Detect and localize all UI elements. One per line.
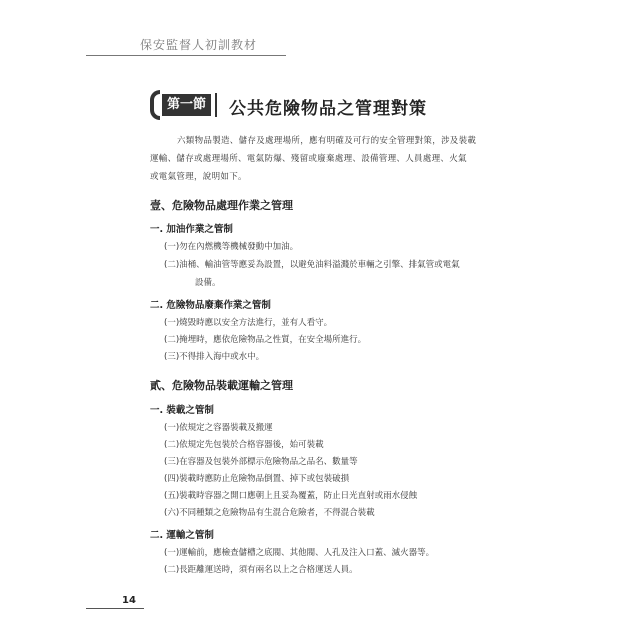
list-item: (一)依規定之容器裝載及搬運 xyxy=(164,423,273,433)
intro-line: 或電氣管理，說明如下。 xyxy=(150,172,247,182)
footer-rule xyxy=(86,608,144,609)
list-item: (五)裝載時容器之開口應朝上且妥為覆蓋，防止日光直射或雨水侵蝕 xyxy=(164,491,418,501)
header-rule xyxy=(86,55,286,56)
list-item-continuation: 設備。 xyxy=(195,278,221,288)
part2-sub1-heading: 一. 裝載之管制 xyxy=(150,405,214,416)
list-item: (二)長距離運送時，須有兩名以上之合格運送人員。 xyxy=(164,565,358,575)
section-title: 公共危險物品之管理對策 xyxy=(229,99,427,119)
section-number: 第一節 xyxy=(162,94,211,116)
part1-sub1-heading: 一. 加油作業之管制 xyxy=(150,224,233,235)
list-item: (四)裝載時應防止危險物品倒置、掉下或包裝破損 xyxy=(164,474,350,484)
tab-divider xyxy=(215,93,217,117)
part2-sub2-heading: 二. 運輸之管制 xyxy=(150,530,214,541)
section-tab xyxy=(150,90,217,120)
part2-heading: 貳、危險物品裝載運輸之管理 xyxy=(150,379,293,392)
list-item: (一)勿在內燃機等機械發動中加油。 xyxy=(164,242,299,252)
part1-heading: 壹、危險物品處理作業之管理 xyxy=(150,199,293,212)
intro-line: 六類物品製造、儲存及處理場所，應有明確及可行的安全管理對策，涉及裝載 xyxy=(177,136,477,146)
list-item: (二)油桶、輸油管等應妥為設置，以避免油料溢濺於車輛之引擎、排氣管或電氣 xyxy=(164,260,460,270)
list-item: (六)不同種類之危險物品有生混合危險者，不得混合裝載 xyxy=(164,508,375,518)
list-item: (二)依規定先包裝於合格容器後，始可裝載 xyxy=(164,440,324,450)
book-title: 保安監督人初訓教材 xyxy=(140,38,258,52)
list-item: (二)掩埋時，應依危險物品之性質，在安全場所進行。 xyxy=(164,335,367,345)
list-item: (三)在容器及包裝外部標示危險物品之品名、數量等 xyxy=(164,457,358,467)
intro-line: 運輸、儲存或處理場所、電氣防爆、殘留或廢棄處理、設備管理、人員處理、火氣 xyxy=(150,154,467,164)
part1-sub2-heading: 二. 危險物品廢棄作業之管制 xyxy=(150,300,271,311)
list-item: (一)燒毀時應以安全方法進行，並有人看守。 xyxy=(164,318,333,328)
list-item: (一)運輸前，應檢查儲槽之底閥、其他閥、人孔及注入口蓋、滅火器等。 xyxy=(164,548,435,558)
list-item: (三)不得排入海中或水中。 xyxy=(164,352,265,362)
tab-arc-decoration xyxy=(150,90,160,120)
page-number: 14 xyxy=(122,595,136,606)
